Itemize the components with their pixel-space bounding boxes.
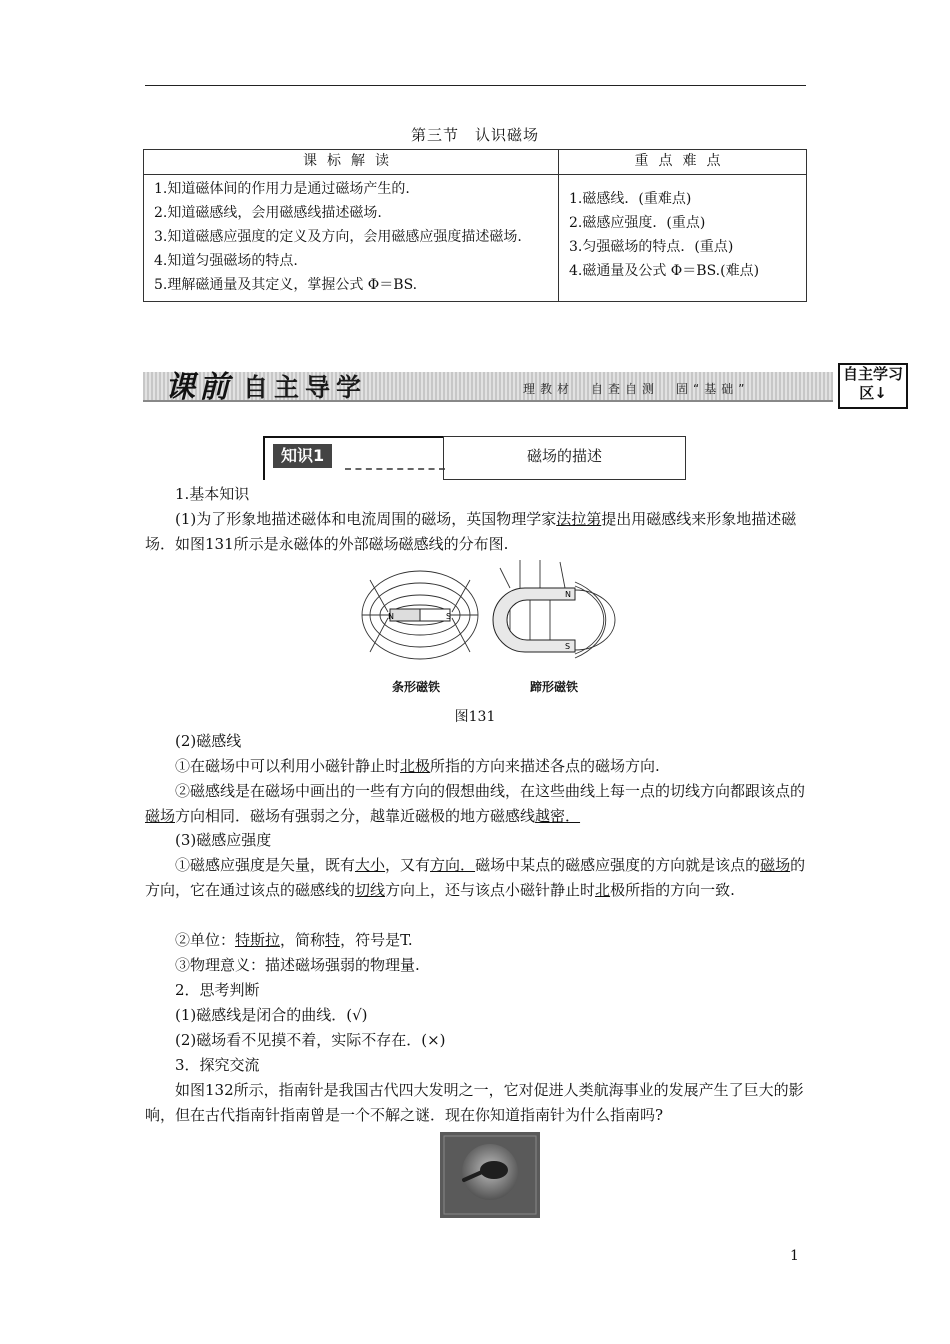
paragraph [145,779,806,829]
magnet-field-figure [360,560,630,695]
text: ，简称 [280,931,326,949]
text: 方向相同．磁场有强弱之分，越靠近磁极的地方磁感线 [175,807,536,825]
text: ②单位： [175,931,236,949]
heading: 1.基本知识 [175,485,250,503]
bar-magnet-label: 条形磁铁 [392,680,441,694]
section-banner [143,362,833,405]
banner-subtitle: 自主导学 [243,373,368,402]
knowledge-tag: 知识1 [273,444,332,468]
s-pole-label: S [446,612,452,621]
horseshoe-magnet-label: 蹄形磁铁 [530,680,579,694]
list-item: 3.知道磁感应强度的定义及方向，会用磁感应强度描述磁场. [154,229,522,245]
paragraph [145,507,806,557]
knowledge-tag-frame [263,436,443,480]
figure-caption: 图131 [454,709,496,725]
list-item: 3.匀强磁场的特点．(重点) [569,239,734,255]
horseshoe-magnet [493,588,575,652]
bar-magnet-n [390,609,420,621]
compass-photo [440,1132,540,1218]
paragraph [145,853,806,903]
horseshoe-s-label: S [565,642,571,651]
table-header-key-points: 重点难点 [559,150,807,175]
list-item: 1.磁感线．(重难点) [569,191,692,207]
header-rule [145,85,806,86]
page-number: 1 [790,1248,799,1264]
text: ，符号是T. [340,931,413,949]
list-item: 4.磁通量及公式 Φ＝BS.(难点) [569,263,760,279]
underlined-text: 特斯拉 [235,931,281,949]
text: ，又有 [385,856,431,874]
underlined-text: 特 [325,931,341,949]
n-pole-label: N [388,612,394,621]
text: (1)为了形象地描述磁体和电流周围的磁场，英国物理学家 [175,510,557,528]
underlined-text: 磁场 [760,856,791,874]
banner-slogan: 理教材 自查自测 固“基础” [523,382,750,396]
underlined-text: 北极 [400,757,431,775]
section-title: 第三节 认识磁场 [410,126,539,144]
paragraph [145,754,806,779]
spoon-bowl [480,1161,508,1179]
text: 方向上，还与该点小磁针静止时 [385,881,596,899]
paragraph: (2)磁场看不见摸不着，实际不存在．(×) [175,1031,446,1049]
heading: (2)磁感线 [175,732,242,750]
text: ①磁感应强度是矢量，既有 [175,856,356,874]
underlined-text: 大小 [355,856,386,874]
list-item: 4.知道匀强磁场的特点. [154,253,298,269]
paragraph: (1)磁感线是闭合的曲线．(√) [175,1006,368,1024]
heading: 2．思考判断 [175,981,260,999]
table-header-reading: 课标解读 [144,150,559,175]
paragraph: 如图132所示，指南针是我国古代四大发明之一，它对促进人类航海事业的发展产生了巨大的影响，但在古代指南针指南曾是一个不解之谜．现在你知道指南针为什么指南吗? [145,1081,804,1124]
paragraph [145,928,806,953]
horseshoe-n-label: N [565,590,571,599]
list-item: 5.理解磁通量及其定义，掌握公式 Φ＝BS. [154,277,418,293]
heading: 3．探究交流 [175,1056,260,1074]
text: 的方向，它在通过该点的磁感线的 [145,856,806,899]
dash-line [345,468,445,470]
text: 提出用磁感线来形象地描述磁场．如图131所示是永磁体的外部磁场磁感线的分布图. [145,510,797,553]
knowledge-box [263,436,686,480]
text: 磁场中某点的磁感应强度的方向就是该点的 [475,856,761,874]
list-item: 2.磁感应强度．(重点) [569,215,706,231]
underlined-text: 方向． [430,856,476,874]
text: ①在磁场中可以利用小磁针静止时 [175,757,401,775]
heading: (3)磁感应强度 [175,831,272,849]
text: ②磁感线是在磁场中画出的一些有方向的假想曲线，在这些曲线上每一点的切线方向都跟该点的 [175,782,806,800]
underlined-text: 北 [595,881,611,899]
underlined-text: 越密． [535,807,581,825]
underlined-text: 切线 [355,881,386,899]
objectives-table [143,149,807,302]
text: 极所指的方向一致. [610,881,735,899]
reading-cell [144,175,559,302]
knowledge-title: 磁场的描述 [443,436,686,480]
underlined-text: 法拉第 [556,510,602,528]
side-tag: 自主学习区↓ [838,363,908,409]
banner-big-text: 课前 [165,370,233,405]
text: 所指的方向来描述各点的磁场方向. [430,757,660,775]
list-item: 2.知道磁感线，会用磁感线描述磁场. [154,205,382,221]
paragraph: ③物理意义：描述磁场强弱的物理量. [175,956,420,974]
list-item: 1.知道磁体间的作用力是通过磁场产生的. [154,181,410,197]
underlined-text: 磁场 [145,807,176,825]
key-points-cell [559,175,807,302]
